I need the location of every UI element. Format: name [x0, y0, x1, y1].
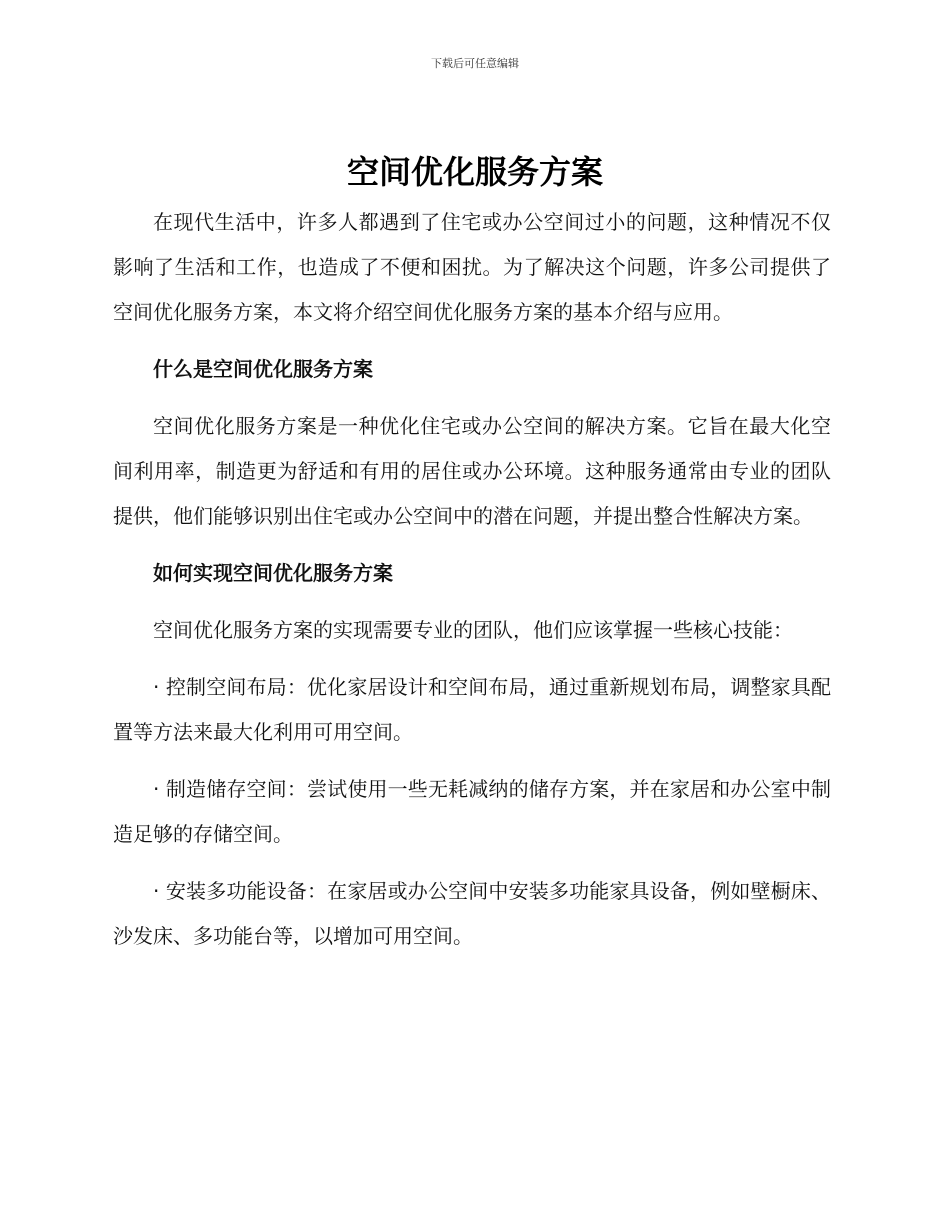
intro-paragraph: 在现代生活中，许多人都遇到了住宅或办公空间过小的问题，这种情况不仅影响了生活和工作，也造成了不便和困扰。为了解决这个问题，许多公司提供了空间优化服务方案，本文将介绍空间优化服务方案的基本介绍与应用。 [113, 210, 831, 324]
header-note: 下载后可任意编辑 [431, 57, 519, 70]
bullet-item-storage: · 制造储存空间：尝试使用一些无耗减纳的储存方案，并在家居和办公室中制造足够的存储空间。 [113, 777, 831, 846]
section-paragraph-how: 空间优化服务方案的实现需要专业的团队，他们应该掌握一些核心技能： [153, 618, 793, 642]
page-title: 空间优化服务方案 [346, 153, 603, 191]
section-heading-how: 如何实现空间优化服务方案 [153, 561, 393, 585]
document-body [113, 200, 831, 959]
bullet-item-multifunction: · 安装多功能设备：在家居或办公空间中安装多功能家具设备，例如壁橱床、沙发床、多功能台等，以增加可用空间。 [113, 879, 831, 948]
bullet-item-layout: · 控制空间布局：优化家居设计和空间布局，通过重新规划布局，调整家具配置等方法来最大化利用可用空间。 [113, 675, 831, 744]
section-paragraph-what: 空间优化服务方案是一种优化住宅或办公空间的解决方案。它旨在最大化空间利用率，制造更为舒适和有用的居住或办公环境。这种服务通常由专业的团队提供，他们能够识别出住宅或办公空间中的潜在问题，并提出整合性解决方案。 [113, 414, 831, 528]
section-heading-what: 什么是空间优化服务方案 [153, 357, 373, 381]
